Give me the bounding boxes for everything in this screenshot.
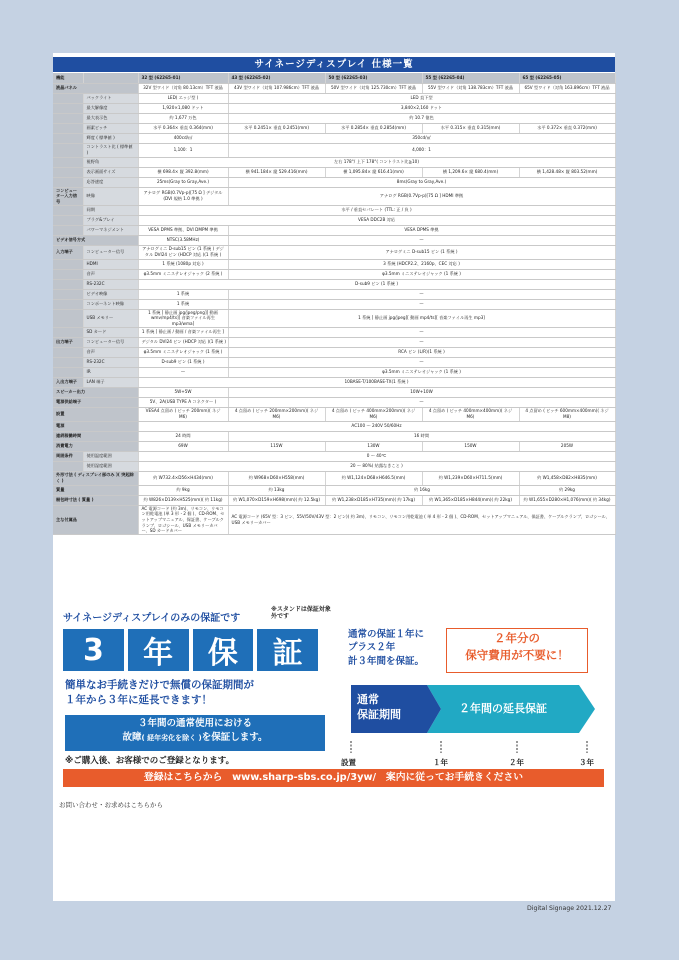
spec-value-cell: 65V 型ワイド（対角 163.896cm）TFT 液晶 (519, 83, 615, 93)
spec-header-cell: 65 型 (62265-05) (519, 73, 615, 83)
spec-value-cell: 約 29kg (519, 485, 615, 495)
spec-group-label (53, 133, 83, 143)
spec-value-cell: 4 点留め ( ピッチ 400mm×200mm)( ネジ M6) (325, 407, 422, 421)
spec-value-cell: 1 系統 (1080p 対応 ) (138, 259, 228, 269)
spec-value-cell: 5V、2A(USB TYPE A コネクター ) (138, 397, 228, 407)
spec-value-cell: 32V 型ワイド（対角 80.13cm）TFT 液晶 (138, 83, 228, 93)
spec-value-cell: 205W (519, 441, 615, 451)
spec-row (53, 471, 615, 485)
spec-value-cell: D-sub9 ピン (1 系統 ) (138, 279, 615, 289)
spec-row (53, 205, 615, 215)
spec-sub-label: IR (83, 367, 138, 377)
spec-value-cell: 115W (228, 441, 325, 451)
spec-row (53, 421, 615, 431)
spec-value-cell: 1,920×1,080 ドット (138, 103, 228, 113)
spec-value-cell: AC100 〜 240V 50/60Hz (138, 421, 615, 431)
spec-row (53, 157, 615, 167)
spec-row-label: 電源 (53, 421, 138, 431)
spec-group-label (53, 309, 83, 327)
spec-value-cell: 130W (325, 441, 422, 451)
spec-value-cell: VESA4 点留め ( ピッチ 200mm)( ネジ M6) (138, 407, 228, 421)
warranty-summary (348, 628, 424, 668)
spec-value-cell: 約 1,677 万色 (138, 113, 228, 123)
spec-value-cell: VESA DPMS 準拠 (228, 225, 615, 235)
spec-row (53, 327, 615, 337)
spec-row (53, 177, 615, 187)
spec-group-label (53, 177, 83, 187)
spec-row (53, 133, 615, 143)
spec-value-cell: — (228, 289, 615, 299)
spec-sub-label: コンピューター信号 (83, 245, 138, 259)
spec-group-label (53, 123, 83, 133)
spec-group-label (53, 113, 83, 123)
spec-value-cell: 約 W1,124×D68×H646.5(mm) (325, 471, 422, 485)
document-stamp: Digital Signage 2021.12.27 (527, 905, 612, 912)
spec-row (53, 377, 615, 387)
spec-group-label (53, 327, 83, 337)
spec-row-label: スピーカー出力 (53, 387, 138, 397)
spec-row-label: 質量 (53, 485, 138, 495)
spec-value-cell: 横 941.184× 縦 529.416(mm) (228, 167, 325, 177)
spec-row (53, 495, 615, 505)
spec-value-cell: VESA DDC2B 対応 (138, 215, 615, 225)
spec-value-cell: 43V 型ワイド（対角 107.986cm）TFT 液晶 (228, 83, 325, 93)
spec-value-cell: 1 系統 [ 静止画 jpg/jpeg][ 動画 mp4/ts][ 音楽ファイル再生 mp3] (228, 309, 615, 327)
spec-row-label: 連続稼働時間 (53, 431, 138, 441)
spec-header-cell (83, 73, 138, 83)
spec-value-cell: 水平 / 垂直セパレート (TTL: 正 / 負 ) (138, 205, 615, 215)
spec-sub-label: コントラスト比 ( 標準値 ) (83, 143, 138, 157)
spec-row (53, 167, 615, 177)
spec-value-cell: 3 系統 (HDCP2.2、2160p、CEC 対応 ) (228, 259, 615, 269)
spec-header-cell: 32 型 (62265-01) (138, 73, 228, 83)
spec-value-cell: 55V 型ワイド（対角 138.783cm）TFT 液晶 (422, 83, 519, 93)
spec-sub-label: プラグ&プレイ (83, 215, 138, 225)
spec-header-cell: 55 型 (62265-04) (422, 73, 519, 83)
spec-value-cell: 1 系統 [ 静止画 jpg/jpeg/png][ 動画 wmv/mp4/ts][ 音楽ファイル再生 mp3/wma] (138, 309, 228, 327)
spec-group-label: コンピューター入力信号 (53, 187, 83, 205)
spec-value-cell: 50V 型ワイド（対角 125.730cm）TFT 液晶 (325, 83, 422, 93)
spec-value-cell: φ3.5mm ミニステレオジャック (2 系統 ) (138, 269, 228, 279)
spec-value-cell: 350cd/㎡ (228, 133, 615, 143)
spec-header-cell: 50 型 (62265-03) (325, 73, 422, 83)
banner-char: 証 (257, 629, 318, 671)
spec-sub-label: 最大解像度 (83, 103, 138, 113)
spec-value-cell: φ3.5mm ミニステレオジャック (1 系統 ) (228, 269, 615, 279)
spec-group-label (53, 103, 83, 113)
spec-group-label (53, 205, 83, 215)
lead-line: １年から３年に延長できます！ (65, 694, 212, 707)
spec-row-label: 主な付属品 (53, 505, 138, 534)
spec-row (53, 431, 615, 441)
spec-row (53, 299, 615, 309)
coverage-word: 故障 (122, 732, 142, 744)
tick-label-year1: １年 (433, 758, 448, 767)
spec-value-cell: 400cd/㎡ (138, 133, 228, 143)
spec-value-cell: AC 電源コード (65V 型：3 ピン、55V/50V/43V 型：2 ピン)( 約 3m)、リモコン、リモコン用乾電池 ( 単 4 形・2 個 )、CD-ROM、セットアップマニュアル、保証書、ケーブルクランプ、ロゴシール、USB メモリーカバー (228, 505, 615, 534)
spec-value-cell: 約 W1,070×D159×H698(mm)( 約 12.5kg) (228, 495, 325, 505)
spec-row (53, 407, 615, 421)
banner-char: 保 (193, 629, 254, 671)
spec-value-cell: φ3.5mm ミニステレオジャック (1 系統 ) (228, 367, 615, 377)
spec-value-cell: 約 16kg (325, 485, 519, 495)
spec-value-cell: 150W (422, 441, 519, 451)
spec-value-cell: 約 W1,458×D82×H835(mm) (519, 471, 615, 485)
spec-value-cell: 約 W1,239×D60×H711.5(mm) (422, 471, 519, 485)
spec-value-cell: 10BASE-T/100BASE-TX(1 系統 ) (138, 377, 615, 387)
spec-sub-label: LAN 端子 (83, 377, 138, 387)
spec-sub-label: RS-232C (83, 357, 138, 367)
callout-line: ２年分の (494, 631, 540, 645)
cost-callout (446, 628, 588, 673)
spec-group-label (53, 357, 83, 367)
spec-header-row (53, 73, 615, 83)
spec-group-label (53, 367, 83, 377)
spec-value-cell: 4 点留め ( ピッチ 400mm×400mm)( ネジ M6) (422, 407, 519, 421)
spec-value-cell: 1 系統 (138, 289, 228, 299)
spec-group-label (53, 215, 83, 225)
spec-row (53, 289, 615, 299)
spec-sub-label: 最大表示色 (83, 113, 138, 123)
spec-sub-label: RS-232C (83, 279, 138, 289)
registration-note: ※ご購入後、お客様でのご登録となります。 (65, 756, 235, 766)
spec-value-cell: 10W+10W (228, 387, 615, 397)
spec-row (53, 347, 615, 357)
spec-value-cell: NTSC(3.58MHz) (138, 235, 228, 245)
spec-sub-label: 使用温度範囲 (83, 451, 138, 461)
spec-sub-label: 画素ピッチ (83, 123, 138, 133)
spec-value-cell: 約 W1,238×D185×H735(mm)( 約 17kg) (325, 495, 422, 505)
spec-row (53, 103, 615, 113)
spec-value-cell: — (228, 397, 615, 407)
spec-row-label: 消費電力 (53, 441, 138, 451)
spec-row (53, 309, 615, 327)
spec-row (53, 143, 615, 157)
lead-line: 簡単なお手続きだけで無償の保証期間が (65, 679, 254, 691)
tick-label-year2: ２年 (509, 758, 524, 767)
standard-period-label: 通常 保証期間 (357, 693, 401, 721)
spec-value-cell: LED( エッジ型 ) (138, 93, 228, 103)
registration-link-banner[interactable]: 登録はこちらから www.sharp-sbs.co.jp/3yw/ 案内に従ってお手続きください (63, 769, 604, 787)
spec-value-cell: 約 W968×D60×H558(mm) (228, 471, 325, 485)
warranty-note: ※スタンドは保証対象外です (271, 606, 331, 620)
spec-group-label: 入出力端子 (53, 377, 83, 387)
spec-group-label (53, 143, 83, 157)
spec-group-label: 周囲条件 (53, 451, 83, 461)
spec-sub-label: バックライト (83, 93, 138, 103)
spec-sub-label: 同期 (83, 205, 138, 215)
tick-label-install: 設置 (341, 758, 356, 767)
spec-sub-label: 応答速度 (83, 177, 138, 187)
spec-group-label (53, 289, 83, 299)
spec-sub-label: コンピューター信号 (83, 337, 138, 347)
spec-value-cell: 横 1,428.48× 縦 803.52(mm) (519, 167, 615, 177)
spec-row (53, 215, 615, 225)
spec-row-label: 設置 (53, 407, 138, 421)
summary-line: プラス２年 (348, 642, 396, 654)
spec-sub-label: 映像 (83, 187, 138, 205)
spec-value-cell: 1 系統 [ 静止画 / 動画 / 音楽ファイル再生 ] (138, 327, 228, 337)
spec-row (53, 441, 615, 451)
spec-group-label: 出力端子 (53, 337, 83, 347)
spec-group-label (53, 93, 83, 103)
spec-row (53, 451, 615, 461)
spec-row (53, 245, 615, 259)
spec-row (53, 505, 615, 534)
coverage-line: ３年間の通常使用における (137, 718, 252, 729)
spec-group-label: 入力端子 (53, 245, 83, 259)
spec-value-cell: デジタル DVI24 ピン (HDCP 対応 )(1 系統 ) (138, 337, 228, 347)
spec-table (53, 73, 616, 535)
spec-value-cell: 4,000：1 (228, 143, 615, 157)
spec-sub-label: 使用湿度範囲 (83, 461, 138, 471)
warranty-timeline (341, 681, 607, 771)
three-year-banner (63, 629, 318, 671)
spec-row (53, 83, 615, 93)
spec-value-cell: 水平 0.2854× 垂直 0.2854(mm) (325, 123, 422, 133)
spec-value-cell: RCA ピン (L/R)(1 系統 ) (228, 347, 615, 357)
coverage-strip (65, 715, 325, 751)
spec-value-cell: 左右 178°/ 上下 178°( コントラスト比≧10) (138, 157, 615, 167)
spec-value-cell: VESA DPMS 準拠、DVI DMPM 準拠 (138, 225, 228, 235)
spec-sub-label: HDMI (83, 259, 138, 269)
spec-value-cell: 24 時間 (138, 431, 228, 441)
coverage-line (65, 731, 325, 745)
spec-value-cell: 25ms(Gray to Gray,Ave.) (138, 177, 228, 187)
spec-row (53, 235, 615, 245)
spec-row-label: ビデオ信号方式 (53, 235, 138, 245)
warranty-lead (65, 678, 330, 708)
summary-line: 通常の保証１年に (348, 629, 425, 640)
spec-value-cell: φ3.5mm ミニステレオジャック (1 系統 ) (138, 347, 228, 357)
contact-label: お問い合わせ・お求めはこちらから (59, 801, 163, 809)
spec-row (53, 113, 615, 123)
spec-value-cell: アナログミニ D-sub15 ピン (1 系統 ) (228, 245, 615, 259)
spec-sub-label: コンポーネント映像 (83, 299, 138, 309)
spec-value-cell: 約 W826×D139×H525(mm)( 約 11kg) (138, 495, 228, 505)
spec-value-cell: — (228, 357, 615, 367)
spec-value-cell: 約 13kg (228, 485, 325, 495)
spec-value-cell: AC 電源コード (約 3m)、リモコン、リモコン用乾電池 (単 3 形・2 個 )、CD-ROM、セットアップマニュアル、保証書、ケーブルクランプ、ロゴシール、USB メモリーカバー、SD カードカバー (138, 505, 228, 534)
spec-value-cell: 5W+5W (138, 387, 228, 397)
spec-value-cell: — (228, 235, 615, 245)
spec-row (53, 387, 615, 397)
callout-line: 保守費用が不要に！ (465, 648, 569, 663)
spec-value-cell: 約 W1,365×D185×H844(mm)( 約 22kg) (422, 495, 519, 505)
spec-group-label (53, 259, 83, 269)
spec-group-label (53, 157, 83, 167)
spec-value-cell: 約 9kg (138, 485, 228, 495)
spec-sub-label: 輝度 ( 標準値 ) (83, 133, 138, 143)
spec-row (53, 357, 615, 367)
spec-value-cell: 横 698.4× 縦 392.8(mm) (138, 167, 228, 177)
spec-value-cell: 約 10.7 億色 (228, 113, 615, 123)
spec-header-cell: 機能 (53, 73, 83, 83)
spec-sub-label: SD カード (83, 327, 138, 337)
spec-sub-label: 視野角 (83, 157, 138, 167)
spec-value-cell: アナログ RGB(0.7Vp-p)[75 Ω ] HDMI 準拠 (228, 187, 615, 205)
spec-value-cell: 0 〜 40℃ (138, 451, 615, 461)
spec-row (53, 225, 615, 235)
spec-row (53, 397, 615, 407)
spec-value-cell: 水平 0.2451× 垂直 0.2451(mm) (228, 123, 325, 133)
spec-sub-label: パワーマネジメント (83, 225, 138, 235)
spec-value-cell: 4 点留め ( ピッチ 600mm×400mm)( ネジ M8) (519, 407, 615, 421)
spec-value-cell: 横 1,209.6× 縦 680.4(mm) (422, 167, 519, 177)
spec-group-label (53, 347, 83, 357)
spec-row-label: 外形寸法 ( ディスプレイ部のみ )( 突起除く ) (53, 471, 138, 485)
spec-value-cell: — (228, 327, 615, 337)
spec-group-label (53, 279, 83, 289)
spec-value-cell: — (228, 337, 615, 347)
spec-group-label (53, 269, 83, 279)
spec-value-cell: 4 点留め ( ピッチ 200mm×200mm)( ネジ M6) (228, 407, 325, 421)
spec-value-cell: 横 1,095.84× 縦 616.41(mm) (325, 167, 422, 177)
spec-group-label (53, 167, 83, 177)
spec-row-label: 電源供給端子 (53, 397, 138, 407)
spec-header-cell: 43 型 (62265-02) (228, 73, 325, 83)
spec-value-cell: 約 W1,655×D280×H1,076(mm)( 約 34kg) (519, 495, 615, 505)
spec-row-label: 梱包時寸法 ( 質量 ) (53, 495, 138, 505)
spec-sub-label: 表示画面サイズ (83, 167, 138, 177)
spec-value-cell: 1 系統 (138, 299, 228, 309)
spec-value-cell: 水平 0.315× 垂直 0.315(mm) (422, 123, 519, 133)
coverage-exclusion: ( 経年劣化を除く ) (141, 734, 202, 743)
spec-row (53, 461, 615, 471)
spec-value-cell: アナログミニ D-sub15 ピン (1 系統 ) デジタル DVI24 ピン (HDCP 対応 )(1 系統 ) (138, 245, 228, 259)
spec-group-label (53, 225, 83, 235)
spec-row (53, 279, 615, 289)
spec-row (53, 123, 615, 133)
extension-label: ２年間の延長保証 (459, 702, 547, 715)
coverage-tail: を保証します。 (201, 732, 268, 744)
spec-row (53, 187, 615, 205)
spec-value-cell: — (138, 367, 228, 377)
summary-line: 計３年間を保証。 (348, 655, 425, 667)
spec-row (53, 337, 615, 347)
spec-row-label: 液晶パネル (53, 83, 138, 93)
spec-row (53, 259, 615, 269)
spec-value-cell: 16 時間 (228, 431, 615, 441)
spec-sheet (53, 53, 615, 901)
banner-char: 年 (128, 629, 189, 671)
spec-value-cell: アナログ RGB(0.7Vp-p)[75 Ω ] デジタル (DVI 規格 1.0 準拠 ) (138, 187, 228, 205)
page-title: サイネージディスプレイ 仕様一覧 (53, 57, 615, 72)
spec-group-label (53, 299, 83, 309)
spec-sub-label: ビデオ映像 (83, 289, 138, 299)
spec-value-cell: 1,100：1 (138, 143, 228, 157)
spec-group-label (53, 461, 83, 471)
spec-row (53, 269, 615, 279)
spec-value-cell: 水平 0.372× 垂直 0.372(mm) (519, 123, 615, 133)
spec-row (53, 367, 615, 377)
banner-char: 3 (63, 629, 124, 671)
spec-value-cell: 69W (138, 441, 228, 451)
spec-value-cell: 水平 0.364× 垂直 0.364(mm) (138, 123, 228, 133)
tick-label-year3: ３年 (579, 758, 594, 767)
spec-sub-label: 音声 (83, 269, 138, 279)
spec-sub-label: 音声 (83, 347, 138, 357)
spec-value-cell: 約 W732.4×D56×H434(mm) (138, 471, 228, 485)
warranty-title: サイネージディスプレイのみの保証です (63, 613, 241, 624)
spec-value-cell: D-sub9 ピン (1 系統 ) (138, 357, 228, 367)
warranty-section (53, 603, 615, 793)
spec-value-cell: 3,840×2,160 ドット (228, 103, 615, 113)
spec-row (53, 485, 615, 495)
spec-value-cell: — (228, 299, 615, 309)
spec-value-cell: LED 直下型 (228, 93, 615, 103)
spec-value-cell: 8ms(Gray to Gray,Ave.) (228, 177, 615, 187)
spec-value-cell: 20 〜 80%( 結露なきこと ) (138, 461, 615, 471)
spec-sub-label: USB メモリー (83, 309, 138, 327)
spec-row (53, 93, 615, 103)
